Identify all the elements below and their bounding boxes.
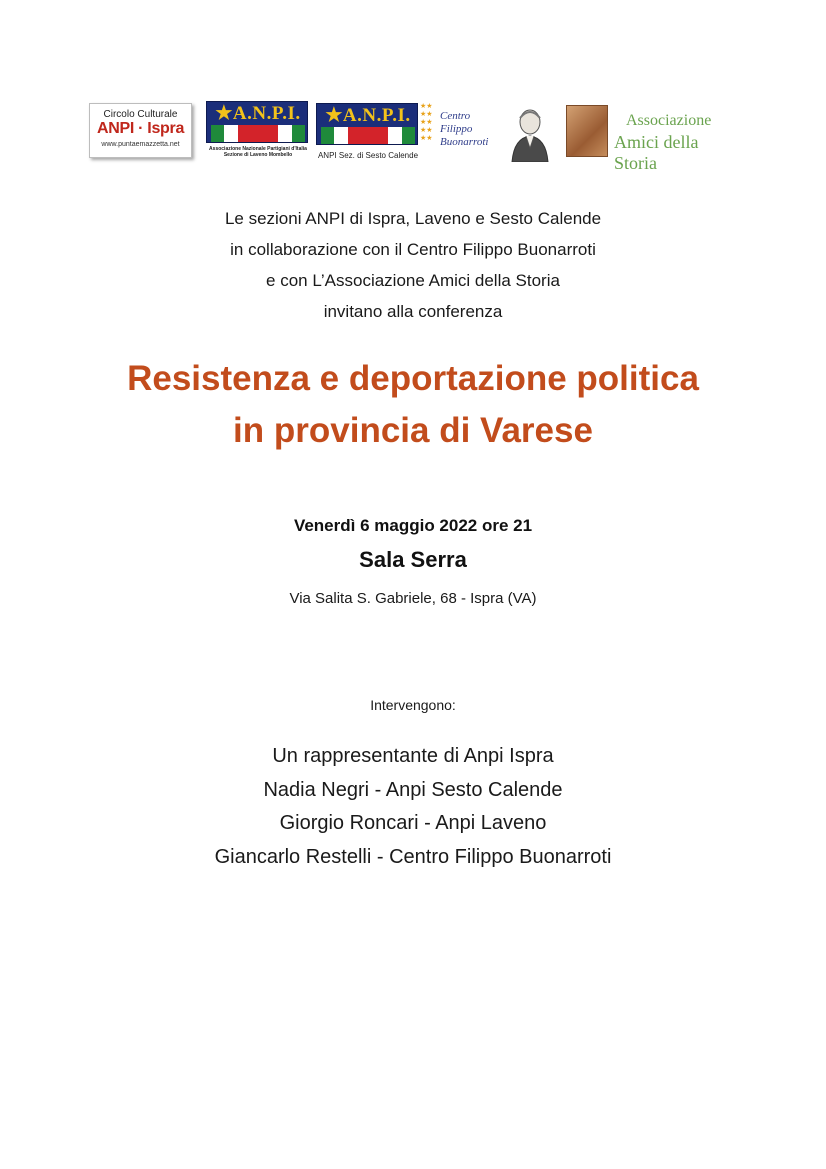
amici-della-storia-logo <box>566 104 730 173</box>
conference-title <box>0 353 826 457</box>
flag-stripes-icon <box>321 127 415 144</box>
centro-buonarroti-logo <box>440 104 560 162</box>
intro-line: invitano alla conferenza <box>323 302 503 321</box>
buonarroti-line1: Centro <box>440 110 471 122</box>
intro-line: e con L’Associazione Amici della Storia <box>266 271 560 290</box>
title-line: in provincia di Varese <box>233 411 593 450</box>
speaker-item: Un rappresentante di Anpi Ispra <box>272 745 554 767</box>
anpi-laveno-name: A.N.P.I. <box>232 103 301 124</box>
amici-line1: Associazione <box>626 112 712 129</box>
speakers-list <box>0 740 826 874</box>
anpi-sesto-name: A.N.P.I. <box>342 105 411 126</box>
anpi-emblem <box>316 103 418 145</box>
painting-icon <box>566 105 608 157</box>
event-date: Venerdì 6 maggio 2022 ore 21 <box>293 516 533 535</box>
title-line: Resistenza e deportazione politica <box>127 359 699 398</box>
anpi-star-icon: ★ <box>215 103 233 124</box>
speakers-label: Intervengono: <box>370 697 456 713</box>
circolo-logo-url: www.puntaemazzetta.net <box>101 141 180 148</box>
speaker-item: Giorgio Roncari - Anpi Laveno <box>279 812 547 834</box>
circolo-anpi-ispra-logo <box>89 103 192 158</box>
event-address: Via Salita S. Gabriele, 68 - Ispra (VA) <box>289 590 537 607</box>
stars-icon: ★★ ★★ ★★ ★★ ★★ <box>420 103 433 142</box>
flag-stripes-icon <box>211 125 305 142</box>
anpi-sesto-calende-logo <box>316 103 434 163</box>
anpi-star-icon: ★ <box>325 105 343 126</box>
portrait-icon <box>504 104 556 162</box>
circolo-logo-line2: ANPI · Ispra <box>96 120 185 137</box>
speaker-item: Nadia Negri - Anpi Sesto Calende <box>263 778 563 801</box>
anpi-emblem <box>206 101 308 143</box>
anpi-laveno-caption-2: Sezione di Laveno Mombello <box>223 152 293 158</box>
anpi-laveno-logo <box>206 101 310 163</box>
circolo-logo-line1: Circolo Culturale <box>103 109 178 120</box>
buonarroti-line2: Filippo <box>440 123 473 135</box>
intro-line: Le sezioni ANPI di Ispra, Laveno e Sesto Calende <box>224 209 602 228</box>
intro-line: in collaborazione con il Centro Filippo Buonarroti <box>230 240 596 259</box>
amici-line2: Amici della Storia <box>614 132 699 173</box>
intro-text <box>0 203 826 327</box>
speaker-item: Giancarlo Restelli - Centro Filippo Buonarroti <box>214 845 612 868</box>
buonarroti-line3: Buonarroti <box>440 136 489 148</box>
anpi-laveno-caption-1: Associazione Nazionale Partigiani d'Italia <box>209 146 307 152</box>
event-venue: Sala Serra <box>359 547 467 572</box>
anpi-sesto-caption: ANPI Sez. di Sesto Calende <box>317 151 419 160</box>
